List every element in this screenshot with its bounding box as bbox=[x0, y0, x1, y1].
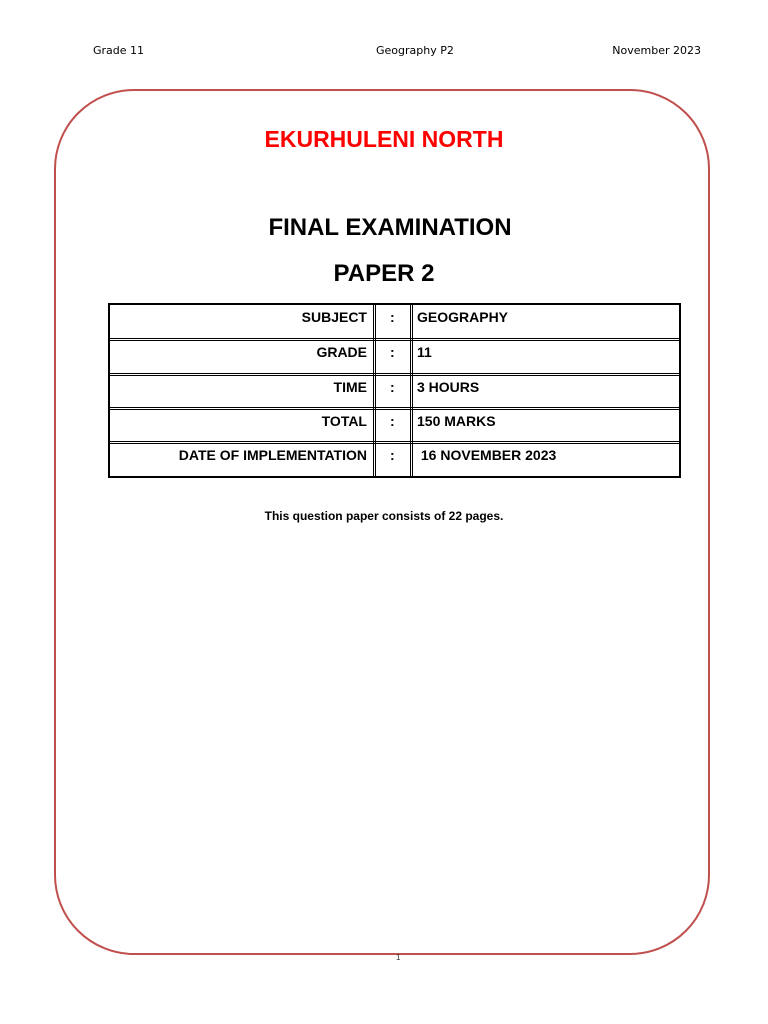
detail-value: 150 MARKS bbox=[417, 413, 496, 429]
detail-value: 3 HOURS bbox=[417, 379, 480, 395]
paper-title: PAPER 2 bbox=[333, 260, 435, 287]
detail-value: 11 bbox=[417, 344, 432, 360]
detail-colon: : bbox=[390, 413, 395, 429]
header-grade: Grade 11 bbox=[93, 44, 145, 57]
detail-label: GRADE bbox=[316, 344, 367, 360]
header-subject: Geography P2 bbox=[376, 44, 454, 57]
table-row bbox=[110, 443, 679, 477]
detail-value: 16 NOVEMBER 2023 bbox=[417, 447, 557, 463]
detail-label: TOTAL bbox=[321, 413, 367, 429]
exam-title: FINAL EXAMINATION bbox=[268, 214, 512, 241]
detail-colon: : bbox=[390, 309, 395, 325]
detail-colon: : bbox=[390, 344, 395, 360]
detail-value: GEOGRAPHY bbox=[417, 309, 509, 325]
detail-label: DATE OF IMPLEMENTATION bbox=[178, 447, 367, 463]
detail-label: TIME bbox=[333, 379, 367, 395]
page-count-note: This question paper consists of 22 pages. bbox=[264, 509, 504, 523]
detail-label: SUBJECT bbox=[301, 309, 367, 325]
header-date: November 2023 bbox=[612, 44, 701, 57]
detail-colon: : bbox=[390, 447, 395, 463]
table-row bbox=[110, 409, 679, 443]
table-row bbox=[110, 305, 679, 339]
page-header bbox=[0, 44, 768, 60]
exam-details-table bbox=[108, 303, 681, 478]
page-number: 1 bbox=[396, 953, 401, 962]
district-title: EKURHULENI NORTH bbox=[264, 126, 504, 152]
table-row bbox=[110, 375, 679, 409]
table-row bbox=[110, 340, 679, 374]
detail-colon: : bbox=[390, 379, 395, 395]
